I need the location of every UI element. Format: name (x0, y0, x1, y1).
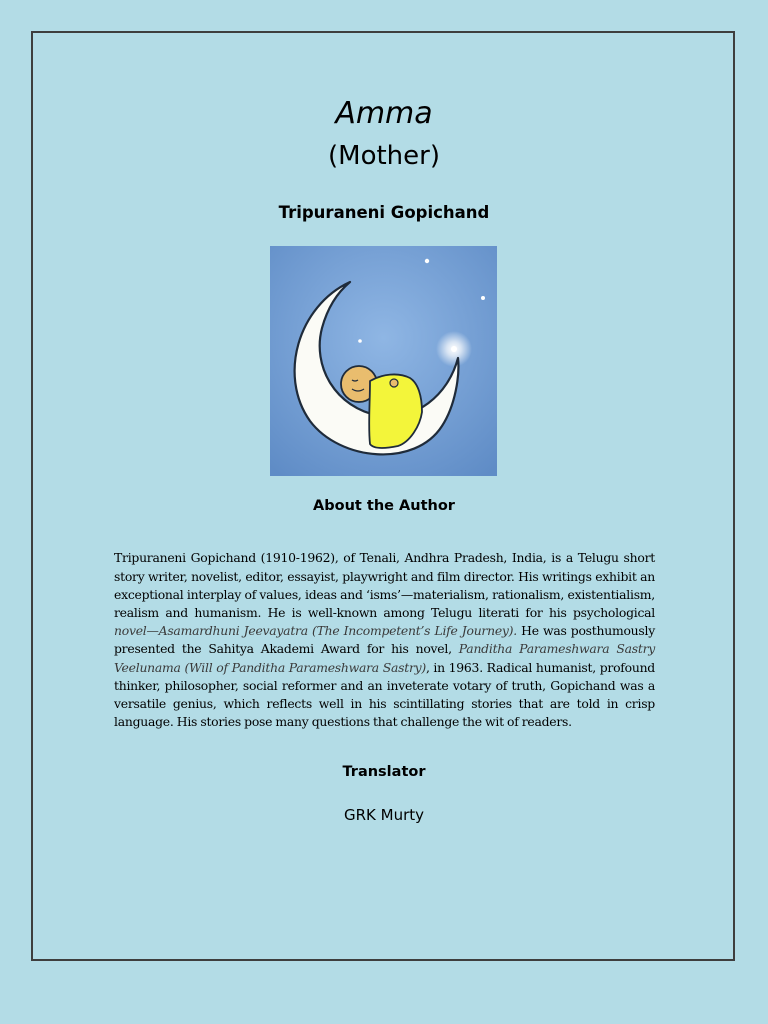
bio-award-novel: Panditha Parameshwara Sastry Veelunama (Will of Panditha Parameshwara Sastry) (114, 641, 655, 675)
bio-text-part-2: He was posthumously presented the Sahitya Akademi Award for his novel, (114, 623, 655, 657)
translator-heading: Translator (342, 764, 426, 780)
bio-text-part-1: Tripuraneni Gopichand (1910-1962), of Tenali, Andhra Pradesh, India, is a Telugu short story writer, novelist, editor, essayist, playwright and film director. His writings exhibit an exceptional interplay of values, ideas and ‘isms’—materialism, rationalism, existentialism, realism and humanism. He is well-known among Telugu literati for his psychological (114, 550, 655, 620)
star (358, 339, 362, 343)
book-author: Tripuraneni Gopichand (278, 203, 490, 222)
bio-novel-reference: novel—Asamardhuni Jeevayatra (The Incompetent’s Life Journey). (114, 623, 517, 639)
baby-hand (390, 379, 398, 387)
star (451, 346, 457, 352)
bio-text-part-3: , in 1963. Radical humanist, profound thinker, philosopher, social reformer and an inveterate votary of truth, Gopichand was a versatile genius, which reflects well in his scintillating stories that are told in crisp language. His stories pose many questions that challenge the wit of readers. (114, 659, 655, 730)
star (481, 296, 485, 300)
star (425, 259, 429, 263)
about-author-heading: About the Author (313, 498, 455, 514)
translator-name: GRK Murty (343, 806, 425, 824)
author-biography (114, 549, 655, 731)
cover-illustration (270, 246, 497, 476)
book-title: Amma (335, 96, 433, 131)
book-subtitle: (Mother) (328, 141, 440, 171)
